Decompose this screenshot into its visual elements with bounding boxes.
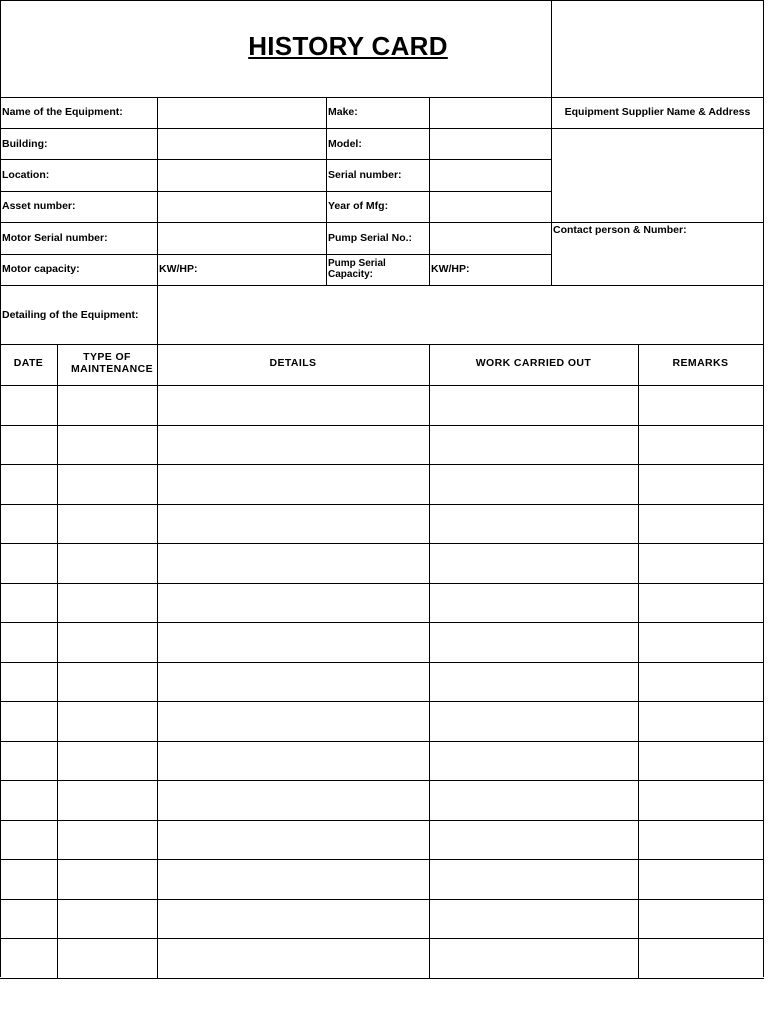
table-cell-date[interactable] — [1, 426, 57, 465]
table-row — [0, 859, 764, 899]
label-name-of-equipment: Name of the Equipment: — [2, 106, 123, 118]
column-header-work-carried-out: WORK CARRIED OUT — [475, 357, 592, 369]
table-row — [0, 543, 764, 583]
table-cell-remarks[interactable] — [639, 900, 763, 939]
table-cell-work[interactable] — [430, 426, 638, 465]
grid-line — [0, 97, 764, 98]
table-row — [0, 504, 764, 544]
equipment-name-field[interactable] — [158, 98, 326, 128]
label-model: Model: — [328, 138, 362, 150]
table-cell-remarks[interactable] — [639, 742, 763, 781]
building-field[interactable] — [158, 129, 326, 159]
label-year-of-mfg: Year of Mfg: — [328, 200, 389, 212]
table-cell-remarks[interactable] — [639, 939, 763, 978]
year-of-mfg-field[interactable] — [430, 192, 551, 222]
motor-capacity-field[interactable] — [190, 255, 326, 285]
table-cell-type[interactable] — [58, 505, 157, 544]
label-location: Location: — [2, 169, 50, 181]
table-cell-remarks[interactable] — [639, 821, 763, 860]
table-cell-details[interactable] — [158, 860, 429, 899]
table-row — [0, 583, 764, 623]
table-cell-date[interactable] — [1, 939, 57, 978]
table-cell-type[interactable] — [58, 623, 157, 662]
table-cell-remarks[interactable] — [639, 584, 763, 623]
table-cell-work[interactable] — [430, 702, 638, 741]
table-cell-type[interactable] — [58, 742, 157, 781]
table-cell-date[interactable] — [1, 742, 57, 781]
label-contact-person-number: Contact person & Number: — [553, 224, 687, 236]
label-pump-capacity-unit: KW/HP: — [431, 263, 470, 275]
table-cell-remarks[interactable] — [639, 544, 763, 583]
table-cell-date[interactable] — [1, 663, 57, 702]
table-cell-details[interactable] — [158, 781, 429, 820]
table-cell-work[interactable] — [430, 900, 638, 939]
table-cell-type[interactable] — [58, 939, 157, 978]
table-cell-work[interactable] — [430, 939, 638, 978]
table-cell-details[interactable] — [158, 426, 429, 465]
table-cell-date[interactable] — [1, 702, 57, 741]
table-cell-date[interactable] — [1, 860, 57, 899]
asset-number-field[interactable] — [158, 192, 326, 222]
motor-serial-number-field[interactable] — [158, 223, 326, 254]
serial-number-field[interactable] — [430, 160, 551, 191]
label-motor-serial-number: Motor Serial number: — [2, 232, 108, 244]
table-cell-details[interactable] — [158, 900, 429, 939]
table-cell-type[interactable] — [58, 584, 157, 623]
table-cell-type[interactable] — [58, 544, 157, 583]
table-row — [0, 464, 764, 504]
table-cell-details[interactable] — [158, 702, 429, 741]
table-row — [0, 780, 764, 820]
maintenance-log-table — [0, 344, 764, 978]
table-cell-type[interactable] — [58, 900, 157, 939]
table-cell-date[interactable] — [1, 900, 57, 939]
table-cell-work[interactable] — [430, 584, 638, 623]
table-cell-date[interactable] — [1, 821, 57, 860]
grid-line — [326, 97, 327, 286]
table-cell-remarks[interactable] — [639, 465, 763, 504]
table-cell-date[interactable] — [1, 505, 57, 544]
table-row — [0, 938, 764, 978]
label-serial-number: Serial number: — [328, 169, 402, 181]
page-title: HISTORY CARD — [248, 31, 448, 61]
table-cell-type[interactable] — [58, 821, 157, 860]
table-grid-line — [0, 978, 764, 979]
table-row — [0, 662, 764, 702]
table-cell-details[interactable] — [158, 623, 429, 662]
pump-capacity-field[interactable] — [470, 255, 551, 285]
table-cell-type[interactable] — [58, 465, 157, 504]
table-cell-remarks[interactable] — [639, 663, 763, 702]
label-asset-number: Asset number: — [2, 200, 76, 212]
location-field[interactable] — [158, 160, 326, 191]
table-row — [0, 701, 764, 741]
table-cell-date[interactable] — [1, 465, 57, 504]
label-pump-serial-no: Pump Serial No.: — [328, 232, 413, 244]
label-building: Building: — [2, 138, 48, 150]
table-cell-work[interactable] — [430, 505, 638, 544]
table-cell-details[interactable] — [158, 465, 429, 504]
label-motor-capacity-unit: KW/HP: — [159, 263, 198, 275]
table-cell-date[interactable] — [1, 584, 57, 623]
table-cell-type[interactable] — [58, 781, 157, 820]
label-pump-serial-capacity: Pump Serial Capacity: — [328, 258, 386, 280]
table-cell-work[interactable] — [430, 860, 638, 899]
table-cell-date[interactable] — [1, 386, 57, 425]
table-row — [0, 385, 764, 425]
table-cell-work[interactable] — [430, 544, 638, 583]
column-header-date: DATE — [13, 357, 44, 369]
table-cell-remarks[interactable] — [639, 781, 763, 820]
column-header-remarks: REMARKS — [672, 357, 729, 369]
label-detailing-of-equipment: Detailing of the Equipment: — [2, 309, 139, 321]
table-row — [0, 820, 764, 860]
table-cell-work[interactable] — [430, 386, 638, 425]
table-cell-type[interactable] — [58, 426, 157, 465]
table-row — [0, 741, 764, 781]
table-cell-remarks[interactable] — [639, 386, 763, 425]
table-cell-remarks[interactable] — [639, 623, 763, 662]
table-cell-type[interactable] — [58, 860, 157, 899]
table-row — [0, 425, 764, 465]
table-cell-work[interactable] — [430, 742, 638, 781]
table-cell-type[interactable] — [58, 702, 157, 741]
table-cell-details[interactable] — [158, 386, 429, 425]
table-cell-details[interactable] — [158, 939, 429, 978]
table-row — [0, 899, 764, 939]
table-row — [0, 622, 764, 662]
table-cell-details[interactable] — [158, 742, 429, 781]
table-cell-details[interactable] — [158, 505, 429, 544]
label-make: Make: — [328, 106, 358, 118]
table-cell-remarks[interactable] — [639, 426, 763, 465]
table-cell-details[interactable] — [158, 584, 429, 623]
table-cell-remarks[interactable] — [639, 702, 763, 741]
table-cell-work[interactable] — [430, 465, 638, 504]
column-header-details: DETAILS — [269, 357, 317, 369]
table-cell-remarks[interactable] — [639, 860, 763, 899]
grid-line — [0, 222, 764, 223]
table-cell-work[interactable] — [430, 623, 638, 662]
model-field[interactable] — [430, 129, 551, 159]
table-cell-type[interactable] — [58, 386, 157, 425]
table-cell-date[interactable] — [1, 623, 57, 662]
column-header-type-of-maintenance: TYPE OF MAINTENANCE — [71, 351, 153, 375]
table-cell-remarks[interactable] — [639, 505, 763, 544]
contact-person-field[interactable] — [552, 238, 763, 285]
table-cell-date[interactable] — [1, 544, 57, 583]
table-cell-work[interactable] — [430, 821, 638, 860]
table-cell-date[interactable] — [1, 781, 57, 820]
label-motor-capacity: Motor capacity: — [2, 263, 80, 275]
logo-box — [552, 1, 763, 97]
table-cell-details[interactable] — [158, 663, 429, 702]
supplier-address-field[interactable] — [552, 129, 763, 222]
label-supplier-name-address: Equipment Supplier Name & Address — [564, 106, 751, 118]
table-cell-details[interactable] — [158, 821, 429, 860]
make-field[interactable] — [430, 98, 551, 128]
table-cell-work[interactable] — [430, 663, 638, 702]
table-cell-details[interactable] — [158, 544, 429, 583]
detailing-field[interactable] — [158, 286, 763, 344]
table-cell-type[interactable] — [58, 663, 157, 702]
table-cell-work[interactable] — [430, 781, 638, 820]
pump-serial-no-field[interactable] — [430, 223, 551, 254]
